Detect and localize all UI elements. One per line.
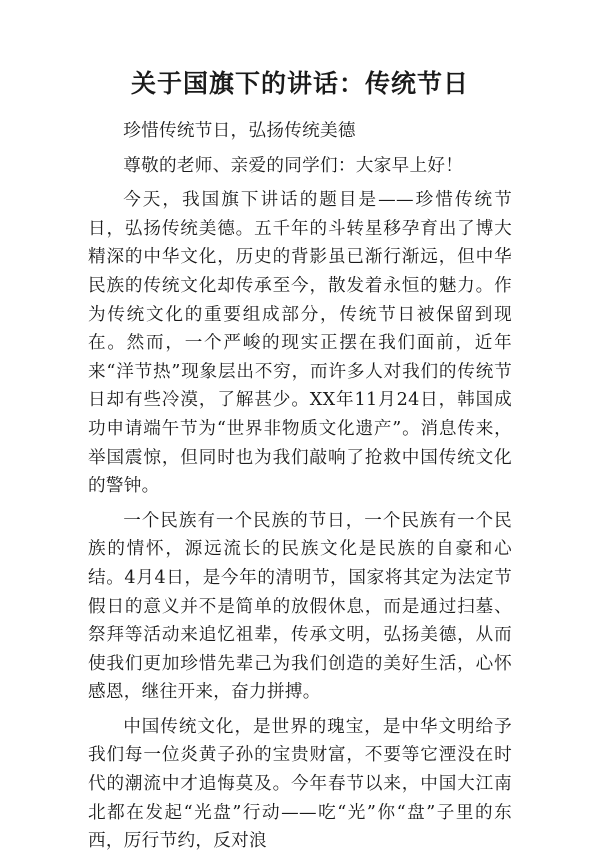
- paragraph-3: 中国传统文化，是世界的瑰宝，是中华文明给予我们每一位炎黄子孙的宝贵财富，不要等它湮没在时代的潮流中才追悔莫及。今年春节以来，中国大江南北都在发起“光盘”行动——吃“光”你“盘”子里的东西，厉行节约，反对浪: [88, 716, 512, 852]
- greeting-line: 尊敬的老师、亲爱的同学们：大家早上好！: [123, 155, 464, 176]
- document-title: 关于国旗下的讲话：传统节日: [130, 69, 469, 98]
- subtitle-line: 珍惜传统节日，弘扬传统美德: [123, 121, 356, 141]
- document-body: [88, 117, 512, 856]
- paragraph-1: 今天，我国旗下讲话的题目是——珍惜传统节日，弘扬传统美德。五千年的斗转星移孕育出了博大精深的中华文化，历史的背影虽已渐行渐远，但中华民族的传统文化却传承至今，散发着永恒的魅力。作为传统文化的重要组成部分，传统节日被保留到现在。然而，一个严峻的现实正摆在我们面前，近年来“洋节热”现象层出不穷，而许多人对我们的传统节日却有些冷漠，了解甚少。XX年11月24日，韩国成功申请端午节为“世界非物质文化遗产”。消息传来，举国震惊，但同时也为我们敲响了抢救中国传统文化的警钟。: [88, 190, 512, 497]
- paragraph-2: 一个民族有一个民族的节日，一个民族有一个民族的情怀，源远流长的民族文化是民族的自豪和心结。4月4日，是今年的清明节，国家将其定为法定节假日的意义并不是简单的放假休息，而是通过扫墓、祭拜等活动来追忆祖辈，传承文明，弘扬美德，从而使我们更加珍惜先辈己为我们创造的美好生活，心怀感恩，继往开来，奋力拼搏。: [88, 510, 512, 703]
